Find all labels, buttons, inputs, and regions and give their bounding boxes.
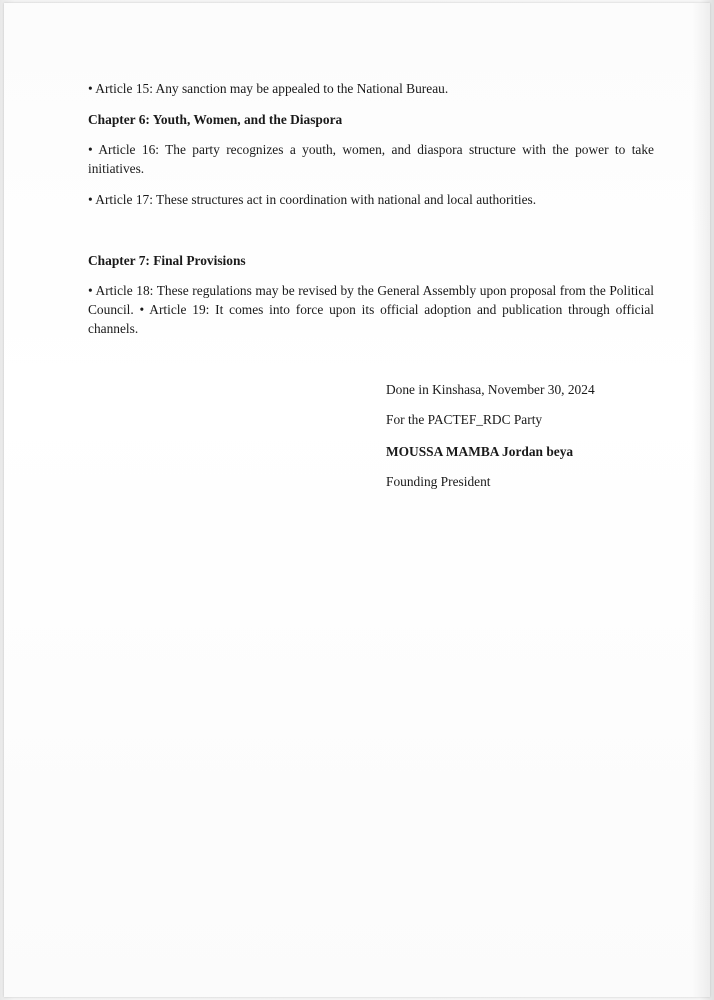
article-17: • Article 17: These structures act in coordination with national and local authorities.: [88, 192, 537, 207]
signature-title: Founding President: [386, 474, 491, 489]
article-16: • Article 16: The party recognizes a youth, women, and diaspora structure with the power to take initiatives.: [88, 142, 654, 176]
signature-name: MOUSSA MAMBA Jordan beya: [386, 444, 574, 459]
signature-place-date: Done in Kinshasa, November 30, 2024: [386, 382, 595, 397]
chapter-7-heading: Chapter 7: Final Provisions: [88, 253, 246, 268]
signature-party: For the PACTEF_RDC Party: [386, 412, 543, 427]
article-15: • Article 15: Any sanction may be appealed to the National Bureau.: [88, 81, 449, 96]
document-page: [4, 3, 710, 997]
articles-18-19: • Article 18: These regulations may be revised by the General Assembly upon proposal from the Political Council. • Article 19: It comes into force upon its official adoption and publication through official channels.: [88, 283, 654, 336]
chapter-6-heading: Chapter 6: Youth, Women, and the Diaspora: [88, 112, 343, 127]
